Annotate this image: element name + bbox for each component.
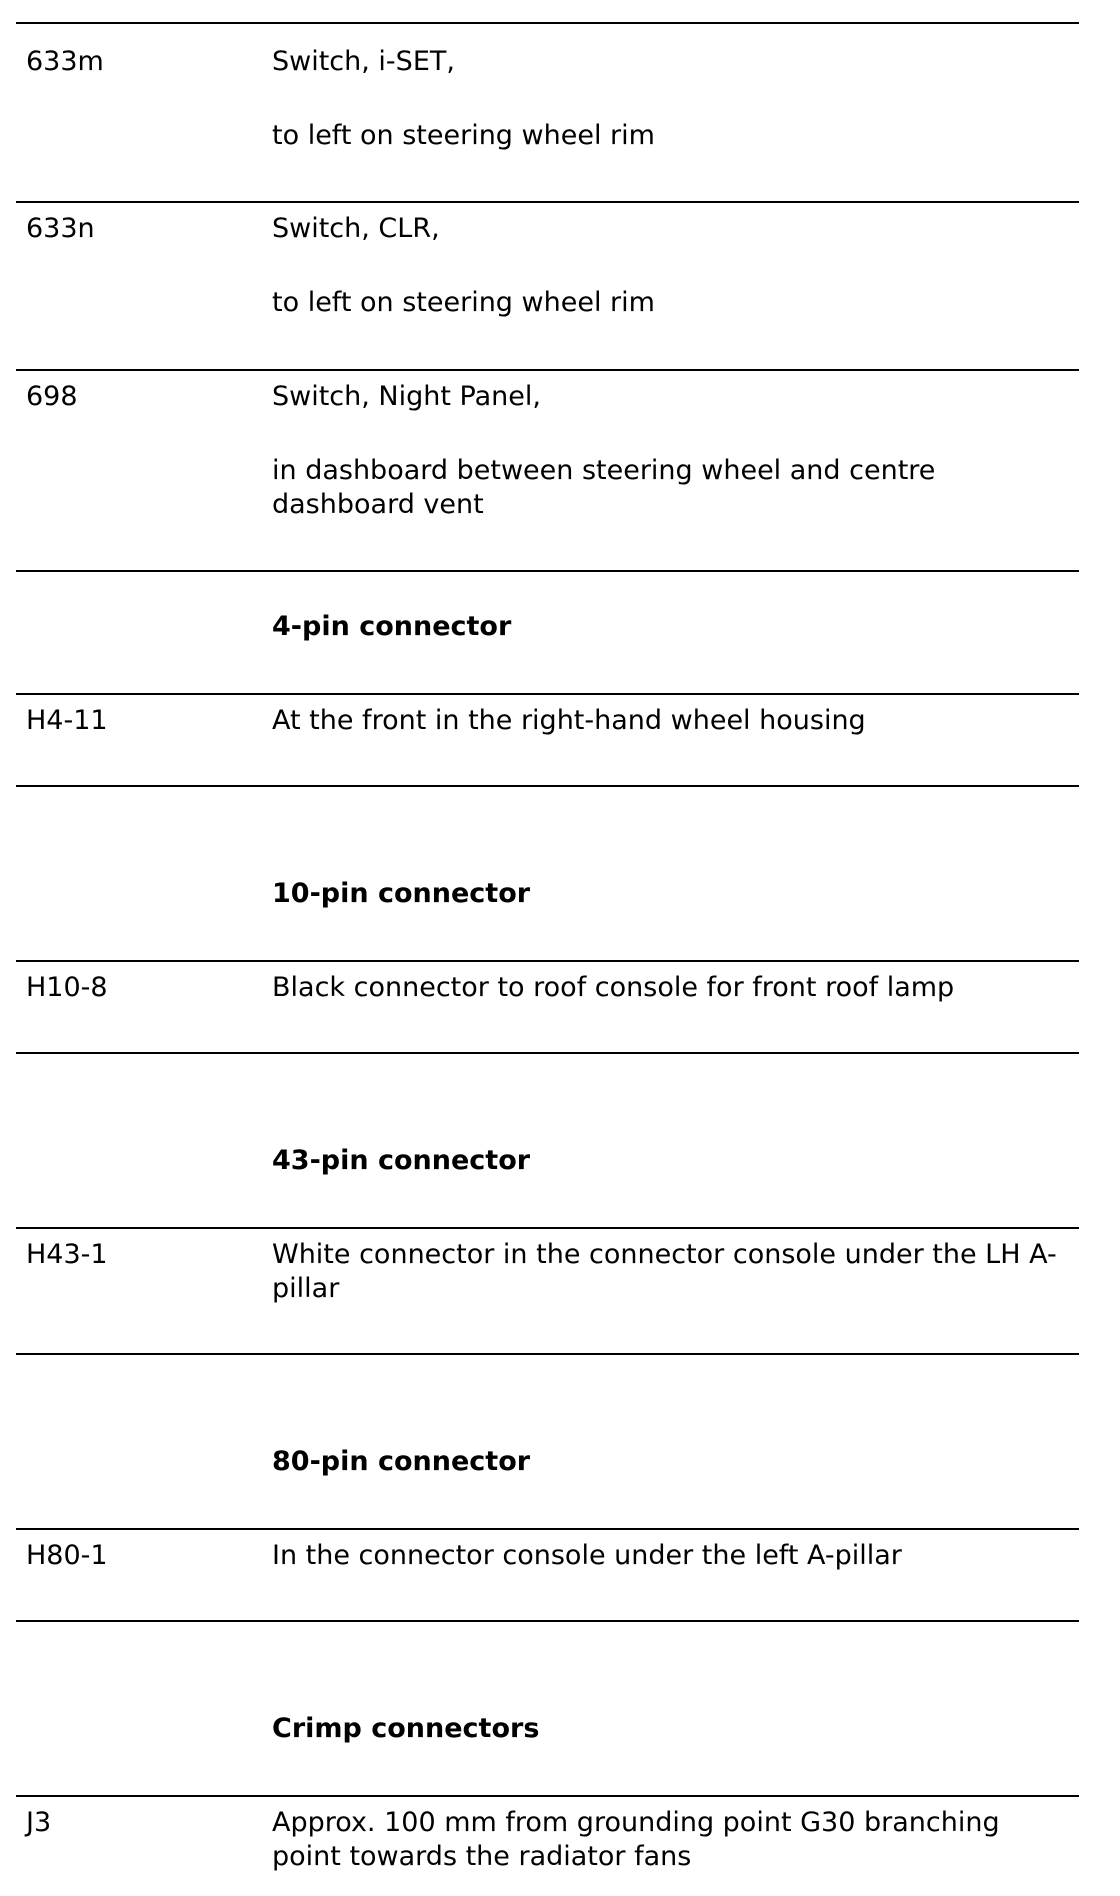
row-divider — [16, 1795, 1079, 1797]
connector-location: Approx. 100 mm from grounding point G30 branching point towards the radiator fans — [272, 1807, 1000, 1872]
row-divider — [16, 1528, 1079, 1530]
component-name: Switch, CLR, — [272, 213, 440, 244]
section-heading: 10-pin connector — [272, 878, 531, 909]
row-divider — [16, 1227, 1079, 1229]
component-location: to left on steering wheel rim — [272, 287, 655, 318]
row-divider — [16, 693, 1079, 695]
connector-code: H4-11 — [26, 705, 108, 736]
connector-code: H80-1 — [26, 1540, 108, 1571]
section-heading: 80-pin connector — [272, 1446, 531, 1477]
row-divider — [16, 369, 1079, 371]
connector-location: Black connector to roof console for front roof lamp — [272, 972, 955, 1003]
row-divider — [16, 1052, 1079, 1054]
component-code: 633n — [26, 213, 95, 244]
component-code: 633m — [26, 46, 104, 77]
connector-code: H10-8 — [26, 972, 108, 1003]
section-heading: 4-pin connector — [272, 611, 512, 642]
row-divider — [16, 22, 1079, 24]
connector-location: At the front in the right-hand wheel housing — [272, 705, 866, 736]
connector-code: H43-1 — [26, 1239, 108, 1270]
connector-location: White connector in the connector console under the LH A-pillar — [272, 1239, 1057, 1304]
section-divider — [16, 570, 1079, 572]
component-code: 698 — [26, 381, 78, 412]
row-divider — [16, 1620, 1079, 1622]
row-divider — [16, 201, 1079, 203]
component-name: Switch, Night Panel, — [272, 381, 541, 412]
row-divider — [16, 1353, 1079, 1355]
row-divider — [16, 960, 1079, 962]
component-location: to left on steering wheel rim — [272, 120, 655, 151]
row-divider — [16, 785, 1079, 787]
section-heading: 43-pin connector — [272, 1145, 531, 1176]
component-name: Switch, i-SET, — [272, 46, 455, 77]
connector-location: In the connector console under the left A-pillar — [272, 1540, 902, 1571]
component-location: in dashboard between steering wheel and centre dashboard vent — [272, 455, 936, 520]
section-heading: Crimp connectors — [272, 1713, 540, 1744]
connector-code: J3 — [26, 1807, 52, 1838]
